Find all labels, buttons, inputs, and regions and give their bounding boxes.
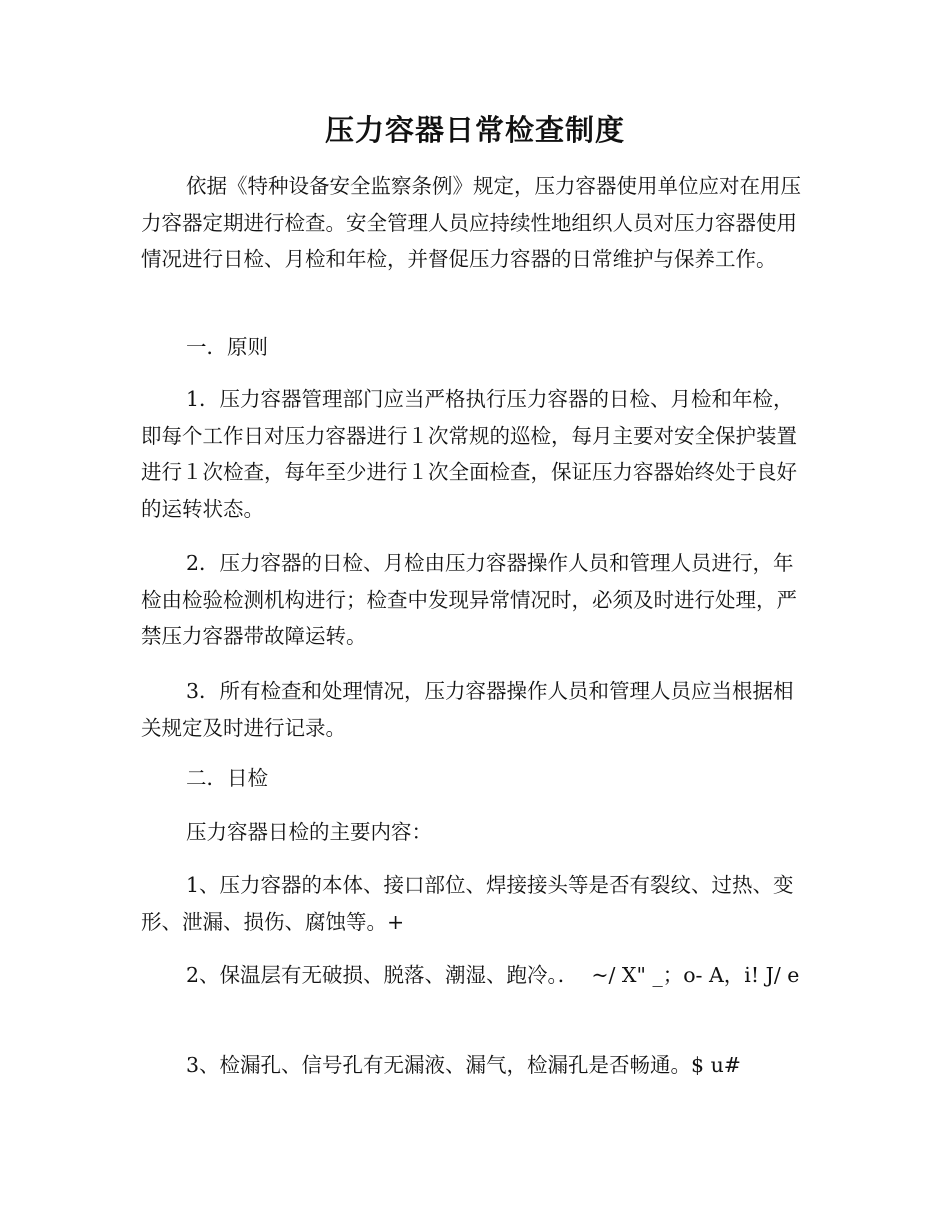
intro-paragraph: 依据《特种设备安全监察条例》规定，压力容器使用单位应对在用压力容器定期进行检查。安全管理人员应持续性地组织人员对压力容器使用情况进行日检、月检和年检，并督促压力容器的日常维护与保养工作。: [141, 174, 801, 271]
daily-check-item-1: 1、压力容器的本体、接口部位、焊接接头等是否有裂纹、过热、变形、泄漏、损伤、腐蚀等。+: [141, 873, 794, 934]
daily-check-item-3: 3、检漏孔、信号孔有无漏液、漏气，检漏孔是否畅通。$ u#: [186, 1053, 741, 1077]
principle-item-1: 1．压力容器管理部门应当严格执行压力容器的日检、月检和年检，即每个工作日对压力容器进行１次常规的巡检，每月主要对安全保护装置进行１次检查，每年至少进行１次全面检查，保证压力容器始终处于良好的运转状态。: [141, 387, 797, 521]
daily-check-lead: 压力容器日检的主要内容：: [186, 820, 432, 844]
principle-item-3: 3．所有检查和处理情况，压力容器操作人员和管理人员应当根据相关规定及时进行记录。: [141, 679, 794, 740]
document-title: 压力容器日常检查制度: [324, 113, 625, 147]
principle-item-2: 2．压力容器的日检、月检由压力容器操作人员和管理人员进行，年检由检验检测机构进行；检查中发现异常情况时，必须及时进行处理，严禁压力容器带故障运转。: [141, 551, 797, 648]
section-heading-principles: 一．原则: [186, 335, 268, 359]
daily-check-item-2: 2、保温层有无破损、脱落、潮湿、跑冷。． ~/ X" _；o- A，i! J/ e: [186, 963, 800, 987]
section-heading-daily-check: 二．日检: [186, 766, 268, 790]
